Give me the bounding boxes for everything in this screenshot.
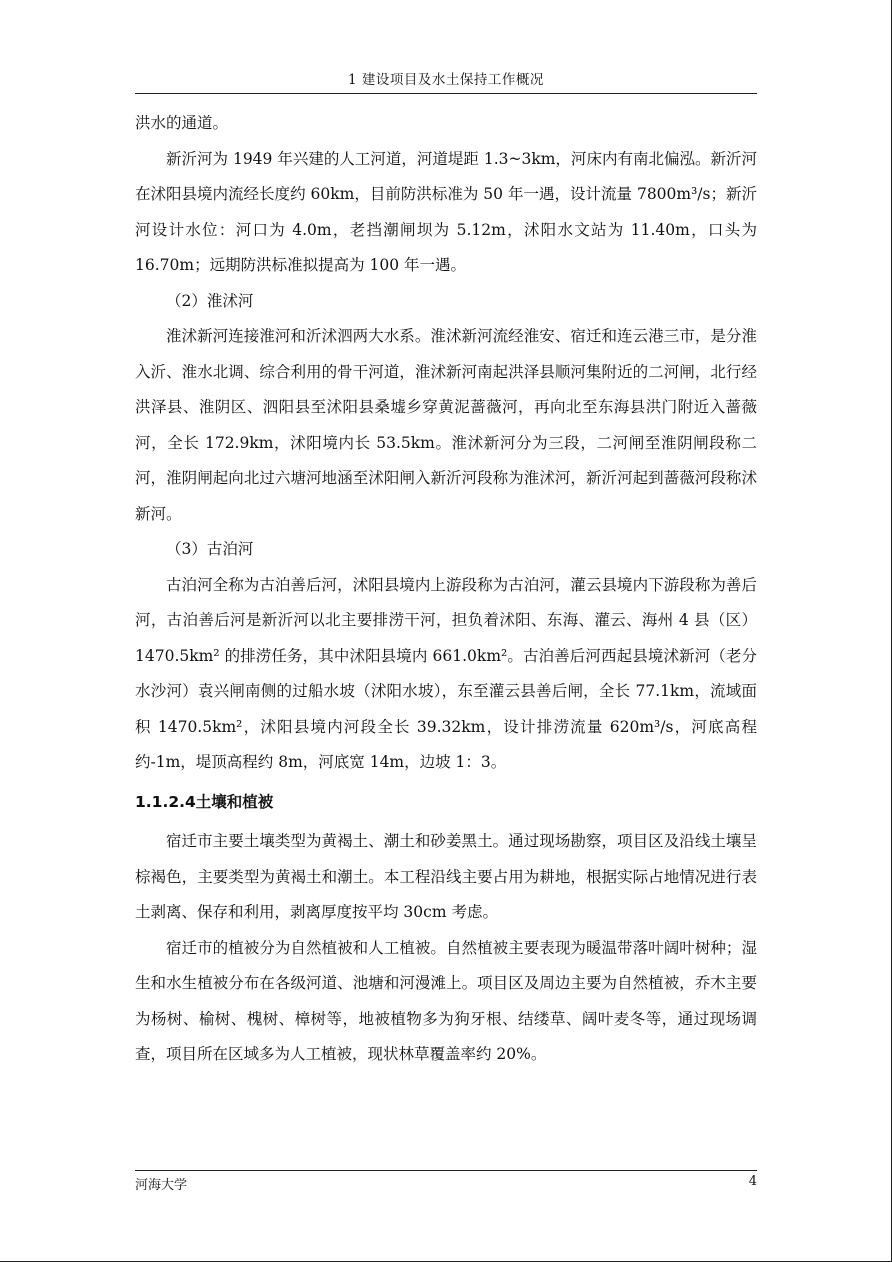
running-header: 1 建设项目及水土保持工作概况 <box>348 72 544 88</box>
paragraph-continuation: 洪水的通道。 <box>135 114 229 132</box>
section-heading-soil-vegetation: 1.1.2.4土壤和植被 <box>135 792 274 811</box>
paragraph-huaishu-river: 淮沭新河连接淮河和沂沭泗两大水系。淮沭新河流经淮安、宿迁和连云港三市，是分淮入沂、淮水北调、综合利用的骨干河道，淮沭新河南起洪泽县顺河集附近的二河闸，北行经洪泽县、淮阴区、泗阳县至沭阳县桑墟乡穿黄泥蔷薇河，再向北至东海县洪门附近入蔷薇河，全长 172.9km，沭阳境内长 53.5km。淮沭新河分为三段，二河闸至淮阴闸段称二河，淮阴闸起向北过六塘河地涵至沭阳闸入新沂河段称为淮沭河，新沂河起到蔷薇河段称沭新河。 <box>135 327 757 523</box>
paragraph-soil: 宿迁市主要土壤类型为黄褐土、潮土和砂姜黑土。通过现场勘察，项目区及沿线土壤呈棕褐色，主要类型为黄褐土和潮土。本工程沿线主要占用为耕地，根据实际占地情况进行表土剥离、保存和利用，剥离厚度按平均 30cm 考虑。 <box>135 832 757 921</box>
header-rule <box>135 93 757 94</box>
subheading-huaishu-river: （2）淮沭河 <box>166 291 254 310</box>
footer-rule <box>135 1170 757 1171</box>
subheading-gubo-river: （3）古泊河 <box>166 540 254 558</box>
footer-institution: 河海大学 <box>135 1178 188 1193</box>
paragraph-xinyi-river: 新沂河为 1949 年兴建的人工河道，河道堤距 1.3~3km，河床内有南北偏泓。新沂河在沭阳县境内流经长度约 60km，目前防洪标准为 50 年一遇，设计流量 7800m³/s；新沂河设计水位：河口为 4.0m，老挡潮闸坝为 5.12m，沭阳水文站为 11.40m，口头为 16.70m；远期防洪标准拟提高为 100 年一遇。 <box>135 149 757 274</box>
paragraph-gubo-river: 古泊河全称为古泊善后河，沭阳县境内上游段称为古泊河，灌云县境内下游段称为善后河，古泊善后河是新沂河以北主要排涝干河，担负着沭阳、东海、灌云、海州 4 县（区）1470.5km² 的排涝任务，其中沭阳县境内 661.0km²。古泊善后河西起县境沭新河（老分水沙河）袁兴闸南侧的过船水坡（沭阳水坡），东至灌云县善后闸，全长 77.1km，流域面积 1470.5km²，沭阳县境内河段全长 39.32km，设计排涝流量 620m³/s，河底高程约-1m，堤顶高程约 8m，河底宽 14m，边坡 1：3。 <box>135 575 757 771</box>
page-number: 4 <box>748 1174 757 1189</box>
paragraph-vegetation: 宿迁市的植被分为自然植被和人工植被。自然植被主要表现为暖温带落叶阔叶树种；湿生和水生植被分布在各级河道、池塘和河漫滩上。项目区及周边主要为自然植被，乔木主要为杨树、榆树、槐树、樟树等，地被植物多为狗牙根、结缕草、阔叶麦冬等，通过现场调查，项目所在区域多为人工植被，现状林草覆盖率约 20%。 <box>135 938 757 1063</box>
page-body <box>135 106 757 1073</box>
